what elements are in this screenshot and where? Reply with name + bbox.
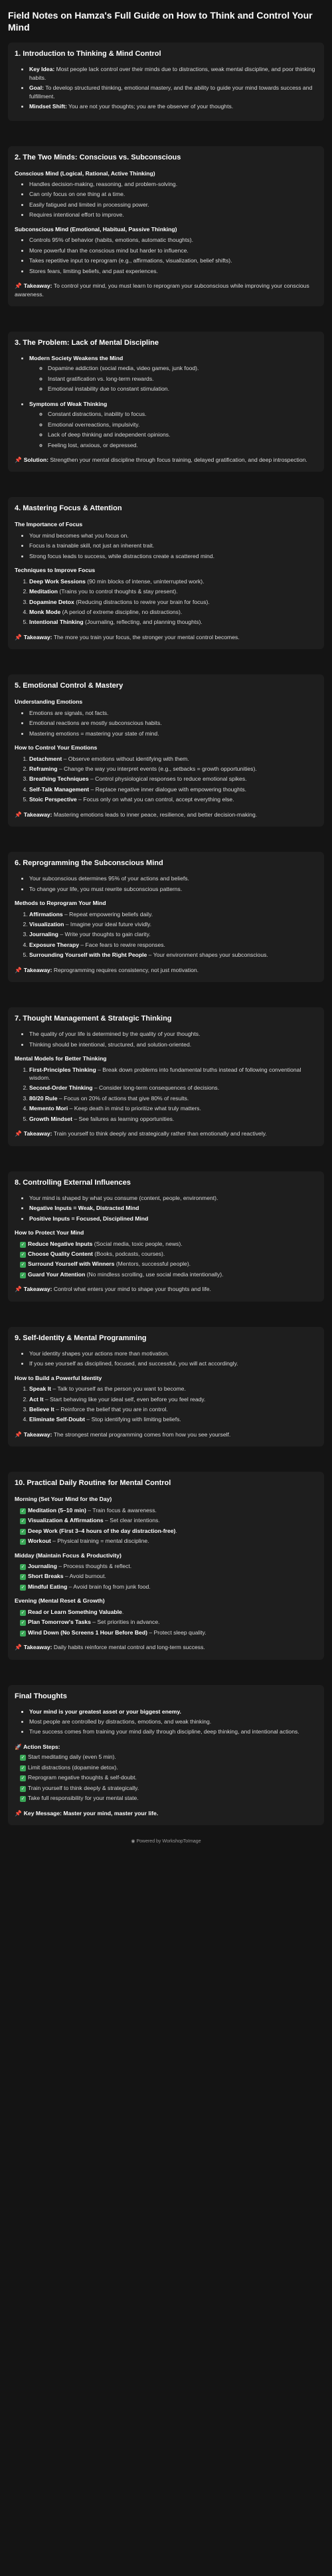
pin-icon: 📌 (15, 456, 22, 463)
list-item: 4. Exposure Therapy – Face fears to rewire responses. (29, 941, 317, 949)
list-item: • Focus is a trainable skill, not just an inherent trait. (29, 542, 317, 549)
list-item: 1. Speak It – Talk to yourself as the person you want to become. (29, 1385, 317, 1393)
list-item: • Your subconscious determines 95% of your actions and beliefs. (29, 874, 317, 882)
subheading: Evening (Mental Reset & Growth) (15, 1597, 105, 1605)
list-item: • Modern Society Weakens the Mind ◦ Dopamine addiction (social media, video games, junk food). ◦ Instant gratification vs. long-term rewards. ◦ Emotional instability due to constant stimulation. (29, 354, 317, 393)
takeaway: 📌 Takeaway: Train yourself to think deeply and strategically rather than emotionally and reactively. (15, 1130, 267, 1138)
section-title: 10. Practical Daily Routine for Mental Control (15, 1479, 171, 1488)
check-item: ✓ Deep Work (First 3–4 hours of the day distraction-free). (21, 1527, 177, 1534)
key-message: 📌 Key Message: Master your mind, master your life. (15, 1809, 159, 1817)
list-item: • Mindset Shift: You are not your thoughts; you are the observer of your thoughts. (29, 102, 317, 110)
list-item: 5. Growth Mindset – See failures as learning opportunities. (29, 1115, 317, 1123)
section-self-identity (8, 1327, 324, 1447)
list-item: • Requires intentional effort to improve. (29, 211, 317, 219)
takeaway: 📌 Takeaway: Reprogramming requires consistency, not just motivation. (15, 966, 199, 973)
subheading: Methods to Reprogram Your Mind (15, 900, 106, 907)
list-item: • Your mind is shaped by what you consume (content, people, environment). (29, 1194, 317, 1202)
list-item: 3. Believe It – Reinforce the belief that you are in control. (29, 1405, 317, 1413)
section-title: 3. The Problem: Lack of Mental Discipline (15, 338, 159, 347)
list-item: • Thinking should be intentional, structured, and solution-oriented. (29, 1040, 317, 1048)
list-item: • If you see yourself as disciplined, focused, and successful, you will act accordingly. (29, 1359, 317, 1367)
list-item: • Symptoms of Weak Thinking ◦ Constant distractions, inability to focus. ◦ Emotional overreactions, impulsivity. ◦ Lack of deep thinking and independent opinions. ◦ Feeling lost, anxious, or depressed. (29, 400, 317, 449)
list-item: • Emotional reactions are mostly subconscious habits. (29, 719, 317, 727)
list-item: 5. Surrounding Yourself with the Right People – Your environment shapes your subconscious. (29, 951, 317, 959)
section-title: 8. Controlling External Influences (15, 1178, 131, 1187)
section-mental-discipline (8, 332, 324, 472)
check-item: ✓ Visualization & Affirmations – Set clear intentions. (21, 1517, 160, 1524)
list-item: • Can only focus on one thing at a time. (29, 190, 317, 198)
list-item: 4. Eliminate Self-Doubt – Stop identifying with limiting beliefs. (29, 1415, 317, 1423)
section-title: 4. Mastering Focus & Attention (15, 504, 122, 513)
list-item: 3. Dopamine Detox (Reducing distractions to rewire your brain for focus). (29, 598, 317, 606)
list-item: 5. Stoic Perspective – Focus only on what you can control, accept everything else. (29, 795, 317, 803)
checkmark-icon: ✓ (21, 1539, 25, 1545)
list-item: 3. Journaling – Write your thoughts to gain clarity. (29, 930, 317, 938)
list-item: • Key Idea: Most people lack control over their minds due to distractions, weak mental discipline, and poor thinking habits. (29, 65, 317, 82)
pin-icon: 📌 (15, 1130, 22, 1138)
list-item: • Positive Inputs = Focused, Disciplined Mind (29, 1215, 317, 1223)
list-item: 3. 80/20 Rule – Focus on 20% of actions that give 80% of results. (29, 1094, 317, 1102)
list-item: ◦ Feeling lost, anxious, or depressed. (48, 441, 317, 449)
takeaway: 📌 Takeaway: The more you train your focus, the stronger your mental control becomes. (15, 633, 240, 641)
check-item: ✓ Limit distractions (dopamine detox). (21, 1763, 118, 1771)
list-item: 1. Affirmations – Repeat empowering beliefs daily. (29, 910, 317, 918)
list-item: 1. Detachment – Observe emotions without identifying with them. (29, 755, 317, 763)
checkmark-icon: ✓ (21, 1262, 25, 1268)
subheading: How to Protect Your Mind (15, 1229, 84, 1237)
check-item: ✓ Reduce Negative Inputs (Social media, toxic people, news). (21, 1240, 183, 1247)
list-item: 2. Second-Order Thinking – Consider long-term consequences of decisions. (29, 1084, 317, 1092)
list-item: • True success comes from training your mind daily through discipline, deep thinking, and intentional actions. (29, 1728, 317, 1735)
action-steps-heading: 🚀 Action Steps: (15, 1743, 60, 1750)
takeaway: 📌 Takeaway: Daily habits reinforce mental control and long-term success. (15, 1644, 205, 1651)
checkmark-icon: ✓ (21, 1786, 25, 1791)
rocket-icon: 🚀 (15, 1743, 22, 1750)
list-item: • Easily fatigued and limited in processing power. (29, 201, 317, 209)
list-item: • Your mind becomes what you focus on. (29, 532, 317, 540)
list-item: • Negative Inputs = Weak, Distracted Mind (29, 1204, 317, 1212)
section-daily-routine (8, 1472, 324, 1659)
check-item: ✓ Meditation (5–10 min) – Train focus & awareness. (21, 1506, 157, 1514)
subheading: Mental Models for Better Thinking (15, 1055, 107, 1062)
section-subconscious (8, 852, 324, 982)
section-external-influences (8, 1171, 324, 1302)
checkmark-icon: ✓ (21, 1242, 25, 1247)
list-item: • Strong focus leads to success, while distractions create a scattered mind. (29, 552, 317, 560)
subheading: Conscious Mind (Logical, Rational, Active Thinking) (15, 169, 155, 177)
pin-icon: 📌 (15, 1644, 22, 1651)
list-item: 2. Act It – Start behaving like your ideal self, even before you feel ready. (29, 1395, 317, 1403)
checkmark-icon: ✓ (21, 1564, 25, 1569)
section-title: 5. Emotional Control & Mastery (15, 682, 124, 690)
subheading: Midday (Maintain Focus & Productivity) (15, 1551, 122, 1559)
pin-icon: 📌 (15, 966, 22, 973)
subheading: Techniques to Improve Focus (15, 567, 96, 574)
list-item: ◦ Instant gratification vs. long-term rewards. (48, 375, 317, 383)
checkmark-icon: ✓ (21, 1575, 25, 1580)
list-item: ◦ Emotional instability due to constant stimulation. (48, 385, 317, 393)
subheading: The Importance of Focus (15, 521, 83, 528)
list-item: • Goal: To develop structured thinking, emotional mastery, and the ability to guide your mind towards success and fulfillment. (29, 84, 317, 100)
footer: ◉ Powered by WorkshopToImage (131, 1839, 201, 1844)
check-item: ✓ Workout – Physical training = mental discipline. (21, 1537, 149, 1545)
takeaway: 📌 Takeaway: Mastering emotions leads to inner peace, resilience, and better decision-making. (15, 811, 258, 818)
takeaway: 📌 Takeaway: The strongest mental programming comes from how you see yourself. (15, 1431, 231, 1438)
pin-icon: 📌 (15, 282, 22, 290)
list-item: • The quality of your life is determined by the quality of your thoughts. (29, 1030, 317, 1038)
list-item: • Your identity shapes your actions more than motivation. (29, 1349, 317, 1357)
list-item: 5. Intentional Thinking (Journaling, reflecting, and planning thoughts). (29, 618, 317, 626)
checkmark-icon: ✓ (21, 1252, 25, 1257)
checkmark-icon: ✓ (21, 1755, 25, 1761)
subheading: Understanding Emotions (15, 698, 83, 706)
check-item: ✓ Surround Yourself with Winners (Mentors, successful people). (21, 1260, 191, 1268)
list-item: • Your mind is your greatest asset or your biggest enemy. (29, 1708, 317, 1716)
list-item: • Stores fears, limiting beliefs, and past experiences. (29, 267, 317, 275)
checkmark-icon: ✓ (21, 1631, 25, 1636)
checkmark-icon: ✓ (21, 1519, 25, 1524)
list-item: ◦ Constant distractions, inability to focus. (48, 410, 317, 418)
section-thought-management (8, 1007, 324, 1145)
checkmark-icon: ✓ (21, 1585, 25, 1590)
subheading: How to Control Your Emotions (15, 744, 98, 751)
checkmark-icon: ✓ (21, 1765, 25, 1771)
list-item: • Mastering emotions = mastering your state of mind. (29, 730, 317, 738)
subheading: How to Build a Powerful Identity (15, 1374, 102, 1381)
check-item: ✓ Guard Your Attention (No mindless scrolling, use social media intentionally). (21, 1270, 224, 1278)
section-title: 2. The Two Minds: Conscious vs. Subconscious (15, 153, 181, 161)
check-item: ✓ Plan Tomorrow's Tasks – Set priorities in advance. (21, 1619, 160, 1626)
section-focus (8, 497, 324, 649)
checkmark-icon: ✓ (21, 1508, 25, 1514)
section-title: Final Thoughts (15, 1692, 67, 1700)
list-item: ◦ Lack of deep thinking and independent opinions. (48, 431, 317, 439)
list-item: • Emotions are signals, not facts. (29, 709, 317, 717)
pin-icon: 📌 (15, 811, 22, 818)
list-item: 4. Self-Talk Management – Replace negative inner dialogue with empowering thoughts. (29, 785, 317, 793)
section-intro (8, 43, 324, 120)
pin-icon: 📌 (15, 1431, 22, 1438)
solution: 📌 Solution: Strengthen your mental discipline through focus training, delayed gratification, and deep introspection. (15, 456, 307, 463)
list-item: 2. Meditation (Trains you to control thoughts & stay present). (29, 587, 317, 595)
list-item: • Takes repetitive input to reprogram (e.g., affirmations, visualization, belief shifts). (29, 256, 317, 264)
logo-icon: ◉ (131, 1839, 135, 1844)
checkmark-icon: ✓ (21, 1272, 25, 1278)
checkmark-icon: ✓ (21, 1797, 25, 1802)
list-item: ◦ Emotional overreactions, impulsivity. (48, 421, 317, 429)
page-title: Field Notes on Hamza's Full Guide on How to Think and Control Your Mind (8, 10, 313, 33)
list-item: 2. Reframing – Change the way you interpret events (e.g., setbacks = growth opportunities). (29, 765, 317, 773)
list-item: • Most people are controlled by distractions, emotions, and weak thinking. (29, 1718, 317, 1726)
check-item: ✓ Take full responsibility for your mental state. (21, 1795, 139, 1802)
takeaway: 📌 Takeaway: To control your mind, you must learn to reprogram your subconscious while improving your conscious awareness. (15, 282, 309, 298)
list-item: • Controls 95% of behavior (habits, emotions, automatic thoughts). (29, 236, 317, 244)
check-item: ✓ Short Breaks – Avoid burnout. (21, 1573, 106, 1580)
pin-icon: 📌 (15, 1286, 22, 1293)
section-title: 6. Reprogramming the Subconscious Mind (15, 859, 163, 868)
list-item: • To change your life, you must rewrite subconscious patterns. (29, 885, 317, 893)
section-final-thoughts (8, 1685, 324, 1825)
check-item: ✓ Wind Down (No Screens 1 Hour Before Bed) – Protect sleep quality. (21, 1629, 207, 1636)
checkmark-icon: ✓ (21, 1529, 25, 1534)
pin-icon: 📌 (15, 1809, 22, 1817)
list-item: 4. Memento Mori – Keep death in mind to prioritize what truly matters. (29, 1104, 317, 1112)
list-item: 2. Visualization – Imagine your ideal future vividly. (29, 920, 317, 928)
subheading: Subconscious Mind (Emotional, Habitual, Passive Thinking) (15, 225, 177, 233)
section-title: 1. Introduction to Thinking & Mind Control (15, 50, 161, 58)
check-item: ✓ Start meditating daily (even 5 min). (21, 1753, 116, 1761)
list-item: 4. Monk Mode (A period of extreme discipline, no distractions). (29, 608, 317, 616)
check-item: ✓ Train yourself to think deeply & strategically. (21, 1784, 139, 1791)
list-item: 1. First-Principles Thinking – Break down problems into fundamental truths instead of following conventional wisdom. (29, 1066, 317, 1082)
list-item: 1. Deep Work Sessions (90 min blocks of intense, uninterrupted work). (29, 577, 317, 585)
list-item: • More powerful than the conscious mind but harder to influence. (29, 247, 317, 254)
check-item: ✓ Read or Learn Something Valuable. (21, 1608, 124, 1615)
check-item: ✓ Choose Quality Content (Books, podcasts, courses). (21, 1250, 165, 1257)
list-item: • Handles decision-making, reasoning, and problem-solving. (29, 180, 317, 188)
checkmark-icon: ✓ (21, 1776, 25, 1781)
checkmark-icon: ✓ (21, 1610, 25, 1615)
section-title: 7. Thought Management & Strategic Thinking (15, 1015, 172, 1023)
pin-icon: 📌 (15, 633, 22, 641)
list-item: ◦ Dopamine addiction (social media, video games, junk food). (48, 364, 317, 372)
check-item: ✓ Reprogram negative thoughts & self-doubt. (21, 1774, 137, 1781)
section-two-minds (8, 146, 324, 306)
list-item: 3. Breathing Techniques – Control physiological responses to reduce emotional spikes. (29, 775, 317, 783)
subheading: Morning (Set Your Mind for the Day) (15, 1496, 112, 1503)
section-emotional-control (8, 674, 324, 827)
takeaway: 📌 Takeaway: Control what enters your mind to shape your thoughts and life. (15, 1286, 211, 1293)
section-title: 9. Self-Identity & Mental Programming (15, 1334, 147, 1342)
check-item: ✓ Mindful Eating – Avoid brain fog from junk food. (21, 1583, 151, 1590)
checkmark-icon: ✓ (21, 1621, 25, 1626)
check-item: ✓ Journaling – Process thoughts & reflect. (21, 1562, 132, 1569)
